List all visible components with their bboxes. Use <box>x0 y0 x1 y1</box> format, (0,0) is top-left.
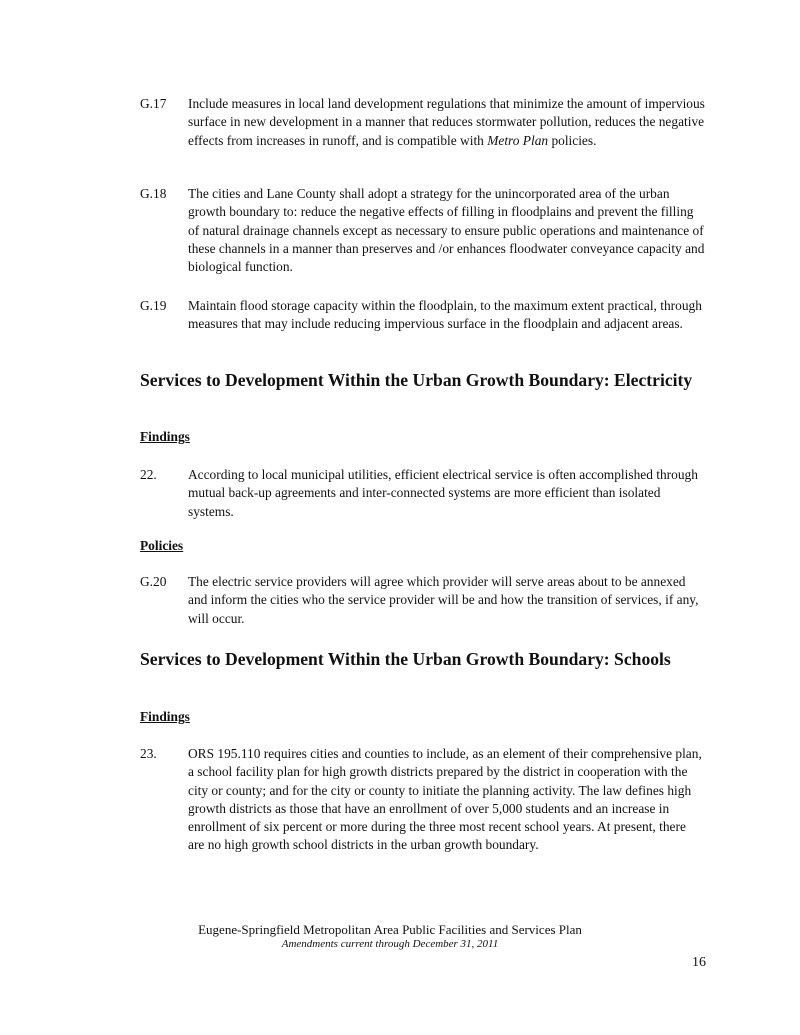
policies-label: Policies <box>140 538 184 553</box>
finding-number: 23. <box>140 746 157 761</box>
policy-number: G.17 <box>140 96 167 111</box>
policy-text: Include measures in local land development regulations that minimize the amount of impervious surface in new development in a manner that reduces stormwater pollution, reduces the negative effects from increases in runoff, and is compatible with Metro Plan policies. <box>188 96 705 148</box>
footer-subtitle: Amendments current through December 31, 2011 <box>281 938 499 950</box>
policy-g20 <box>140 573 705 628</box>
findings-label: Findings <box>140 709 190 724</box>
section-heading-schools: Services to Development Within the Urban Growth Boundary: Schools <box>140 649 671 669</box>
policy-text: Maintain flood storage capacity within the floodplain, to the maximum extent practical, through measures that may include reducing impervious surface in the floodplain and adjacent areas. <box>188 298 702 332</box>
policy-number: G.18 <box>140 186 167 201</box>
policy-text: The electric service providers will agree which provider will serve areas about to be annexed and inform the cities who the service provider will be and how the transition of services, if any, will occur. <box>188 574 699 626</box>
finding-22 <box>140 466 705 521</box>
policy-g19 <box>140 297 705 334</box>
policy-g17 <box>140 95 705 150</box>
metro-plan-title: Metro Plan <box>487 132 549 148</box>
findings-label: Findings <box>140 429 190 444</box>
finding-text: According to local municipal utilities, efficient electrical service is often accomplished through mutual back-up agreements and inter-connected systems are more efficient than isolated systems. <box>188 467 698 519</box>
finding-text: ORS 195.110 requires cities and counties to include, as an element of their comprehensive plan, a school facility plan for high growth districts prepared by the district in cooperation with the city or county; and for the city or county to initiate the planning activity. The law defines high growth districts as those that have an enrollment of over 5,000 students and an increase in enrollment of six percent or more during the three most recent school years. At present, there are no high growth school districts in the urban growth boundary. <box>188 746 702 853</box>
footer-title: Eugene-Springfield Metropolitan Area Public Facilities and Services Plan <box>198 922 582 937</box>
policy-text: The cities and Lane County shall adopt a strategy for the unincorporated area of the urban growth boundary to: reduce the negative effects of filling in floodplains and prevent the filling of natural drainage channels except as necessary to ensure public operations and maintenance of these channels in a manner than preserves and /or enhances floodwater conveyance capacity and biological function. <box>188 186 705 275</box>
finding-number: 22. <box>140 467 157 482</box>
finding-23 <box>140 745 705 855</box>
policy-g18 <box>140 185 705 276</box>
policy-number: G.19 <box>140 298 167 313</box>
page-number: 16 <box>692 955 706 970</box>
policy-number: G.20 <box>140 574 167 589</box>
section-heading-electricity: Services to Development Within the Urban Growth Boundary: Electricity <box>140 370 693 390</box>
